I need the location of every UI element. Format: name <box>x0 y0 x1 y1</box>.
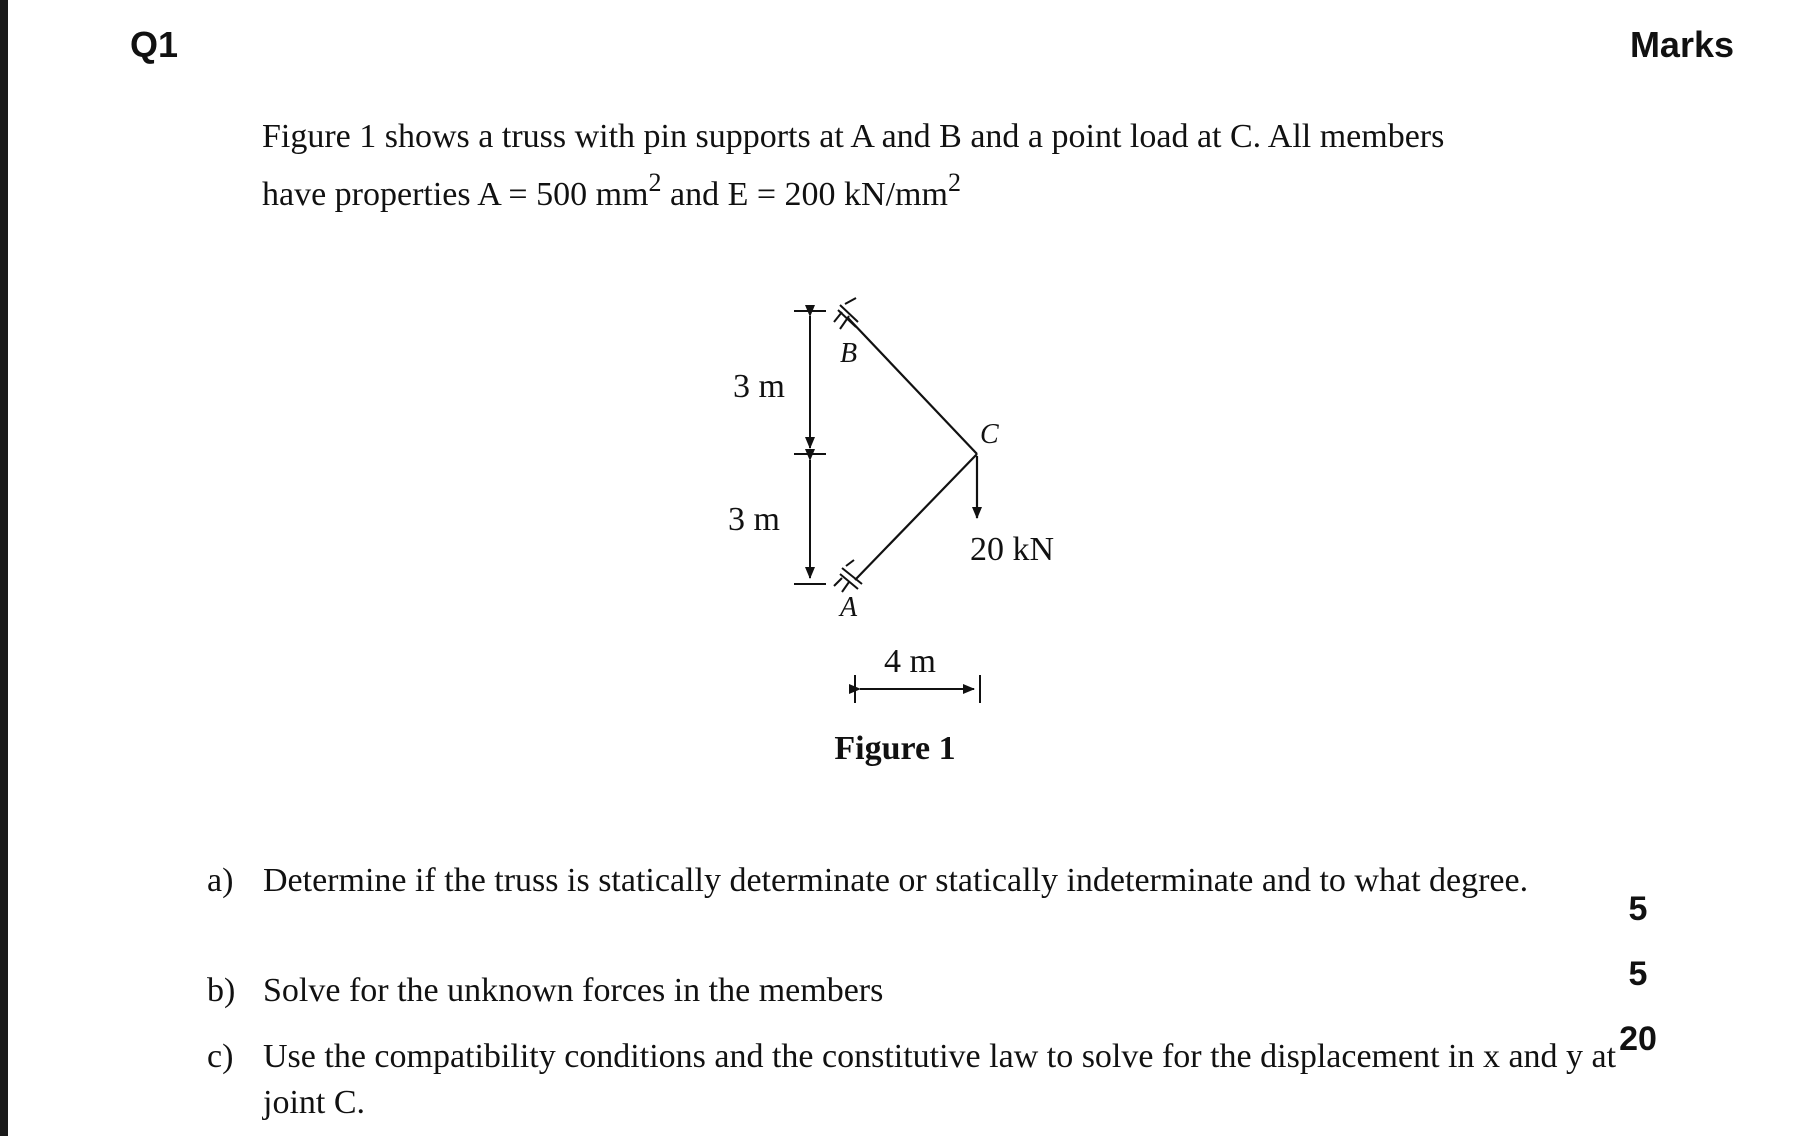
part-b-label: b) <box>207 972 236 1009</box>
part-a-label: a) <box>207 862 234 899</box>
figure-caption: Figure 1 <box>834 730 956 767</box>
dimension-bottom-label: 3 m <box>728 501 780 538</box>
part-b-marks: 5 <box>1628 955 1648 993</box>
part-c <box>207 1034 1617 1126</box>
question-number: Q1 <box>130 24 179 65</box>
member-ca <box>855 454 977 580</box>
part-c-marks: 20 <box>1619 1020 1657 1058</box>
dimension-top-label: 3 m <box>733 368 785 405</box>
marks-header: Marks <box>1629 24 1734 65</box>
part-b <box>207 968 1607 1014</box>
part-b-text: Solve for the unknown forces in the members <box>263 972 884 1009</box>
vertical-dimension <box>794 311 826 584</box>
member-bc <box>848 318 977 454</box>
pin-support-b <box>834 298 858 329</box>
part-a <box>207 858 1607 904</box>
part-c-text: Use the compatibility conditions and the constitutive law to solve for the displacement in x and y at joint C. <box>263 1038 1617 1121</box>
part-a-text: Determine if the truss is statically determinate or statically indeterminate and to what degree. <box>263 862 1529 899</box>
part-a-marks: 5 <box>1628 890 1648 928</box>
joint-label-a: A <box>840 592 858 623</box>
joint-label-b: B <box>840 338 858 369</box>
intro-line-2-part-b: and E = 200 kN/mm <box>661 176 948 213</box>
intro-line-2-part-a: have properties A = 500 mm <box>262 176 649 213</box>
intro-line-1: Figure 1 shows a truss with pin supports at A and B and a point load at C. All members <box>262 118 1445 155</box>
dimension-horizontal-label: 4 m <box>884 643 936 680</box>
load-label: 20 kN <box>970 531 1055 568</box>
part-c-label: c) <box>207 1038 234 1075</box>
joint-label-c: C <box>980 419 999 450</box>
modulus-exponent: 2 <box>947 167 961 197</box>
area-exponent: 2 <box>648 167 662 197</box>
